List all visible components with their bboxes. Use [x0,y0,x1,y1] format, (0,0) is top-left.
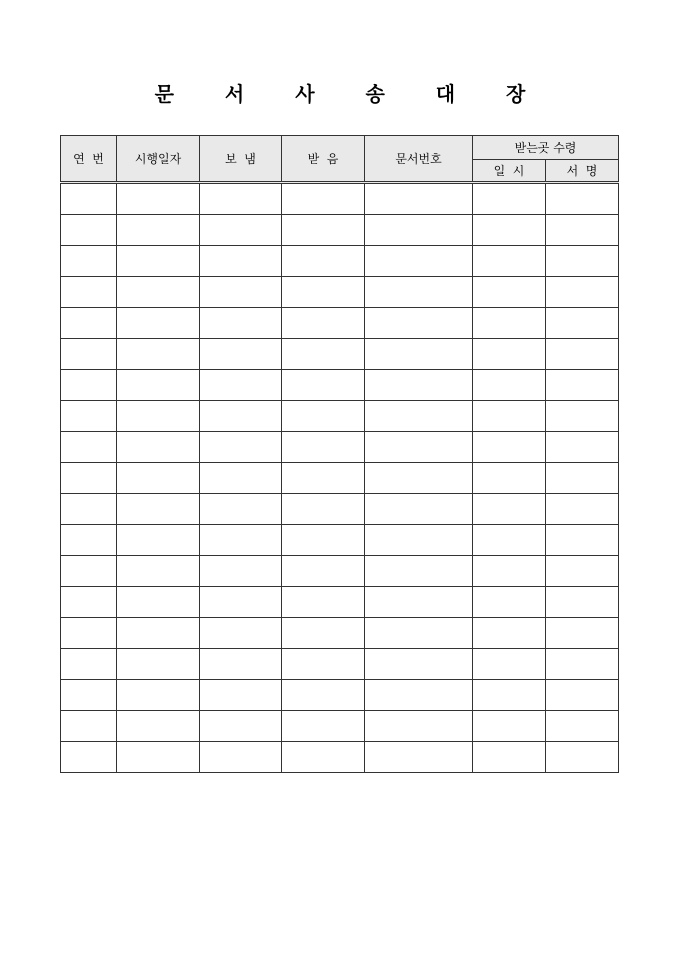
cell-receiver [282,742,365,773]
cell-date [117,432,200,463]
table-body [61,183,619,773]
table-row [61,432,619,463]
document-dispatch-table [60,135,619,773]
cell-sender [200,432,282,463]
header-receiver: 받 음 [282,136,365,183]
cell-receipt-sign [546,680,619,711]
cell-date [117,742,200,773]
table-row [61,494,619,525]
cell-date [117,215,200,246]
cell-date [117,246,200,277]
cell-receipt-sign [546,339,619,370]
table-row [61,339,619,370]
table-row [61,618,619,649]
table-header [61,136,619,183]
cell-receiver [282,370,365,401]
cell-seq [61,742,117,773]
cell-receiver [282,556,365,587]
header-date: 시행일자 [117,136,200,183]
cell-receipt-time [473,246,546,277]
cell-receipt-time [473,183,546,215]
cell-sender [200,401,282,432]
cell-receiver [282,463,365,494]
cell-seq [61,401,117,432]
cell-seq [61,494,117,525]
cell-date [117,618,200,649]
cell-doc-number [365,494,473,525]
table-row [61,246,619,277]
cell-receipt-sign [546,494,619,525]
cell-receipt-sign [546,463,619,494]
cell-receipt-sign [546,401,619,432]
cell-sender [200,370,282,401]
cell-receipt-sign [546,246,619,277]
cell-receipt-time [473,432,546,463]
cell-receiver [282,246,365,277]
cell-doc-number [365,587,473,618]
cell-doc-number [365,370,473,401]
cell-date [117,649,200,680]
cell-date [117,587,200,618]
table-row [61,649,619,680]
cell-receiver [282,649,365,680]
cell-seq [61,680,117,711]
cell-receipt-sign [546,370,619,401]
cell-receipt-time [473,277,546,308]
cell-receipt-time [473,401,546,432]
table-row [61,525,619,556]
cell-doc-number [365,649,473,680]
cell-receipt-sign [546,711,619,742]
table-row [61,308,619,339]
cell-sender [200,587,282,618]
cell-seq [61,432,117,463]
cell-receipt-time [473,587,546,618]
cell-receipt-sign [546,587,619,618]
header-sender: 보 냄 [200,136,282,183]
cell-doc-number [365,742,473,773]
cell-seq [61,370,117,401]
table-row [61,401,619,432]
table-row [61,370,619,401]
cell-date [117,680,200,711]
header-receipt-group: 받는곳 수령 [473,136,619,160]
cell-sender [200,246,282,277]
cell-seq [61,308,117,339]
cell-receipt-sign [546,308,619,339]
header-receipt-sign: 서 명 [546,160,619,183]
cell-seq [61,215,117,246]
cell-date [117,277,200,308]
cell-receipt-sign [546,649,619,680]
cell-sender [200,339,282,370]
cell-receipt-time [473,463,546,494]
cell-doc-number [365,401,473,432]
cell-seq [61,711,117,742]
cell-sender [200,680,282,711]
cell-doc-number [365,339,473,370]
cell-receipt-sign [546,215,619,246]
page-title: 문 서 사 송 대 장 [154,82,548,106]
cell-doc-number [365,215,473,246]
cell-seq [61,525,117,556]
cell-receiver [282,618,365,649]
cell-receipt-time [473,556,546,587]
cell-date [117,556,200,587]
cell-doc-number [365,277,473,308]
cell-doc-number [365,308,473,339]
cell-doc-number [365,680,473,711]
cell-seq [61,649,117,680]
cell-receiver [282,680,365,711]
cell-sender [200,742,282,773]
cell-seq [61,463,117,494]
cell-receipt-sign [546,525,619,556]
cell-date [117,711,200,742]
cell-sender [200,308,282,339]
table-row [61,556,619,587]
cell-receipt-time [473,618,546,649]
cell-receipt-time [473,680,546,711]
cell-receiver [282,215,365,246]
cell-receipt-time [473,649,546,680]
cell-date [117,370,200,401]
cell-receipt-time [473,711,546,742]
cell-seq [61,183,117,215]
cell-receipt-sign [546,277,619,308]
cell-sender [200,618,282,649]
cell-receiver [282,494,365,525]
cell-date [117,183,200,215]
cell-receipt-time [473,370,546,401]
cell-sender [200,525,282,556]
cell-seq [61,556,117,587]
cell-sender [200,463,282,494]
table-row [61,742,619,773]
cell-doc-number [365,711,473,742]
cell-date [117,339,200,370]
cell-doc-number [365,525,473,556]
cell-sender [200,649,282,680]
cell-seq [61,587,117,618]
cell-receiver [282,308,365,339]
cell-date [117,463,200,494]
header-doc-number: 문서번호 [365,136,473,183]
table-row [61,463,619,494]
cell-sender [200,183,282,215]
cell-sender [200,277,282,308]
header-receipt-time: 일 시 [473,160,546,183]
cell-receiver [282,401,365,432]
cell-receiver [282,339,365,370]
cell-receipt-time [473,308,546,339]
cell-doc-number [365,183,473,215]
cell-date [117,494,200,525]
cell-receipt-sign [546,742,619,773]
cell-doc-number [365,556,473,587]
cell-receipt-time [473,339,546,370]
cell-seq [61,246,117,277]
header-seq: 연 번 [61,136,117,183]
cell-doc-number [365,246,473,277]
cell-receiver [282,277,365,308]
cell-receipt-time [473,742,546,773]
cell-sender [200,494,282,525]
table-row [61,277,619,308]
cell-receiver [282,711,365,742]
cell-doc-number [365,618,473,649]
table-row [61,680,619,711]
cell-doc-number [365,463,473,494]
table-row [61,183,619,215]
cell-date [117,525,200,556]
table-row [61,711,619,742]
cell-receipt-sign [546,556,619,587]
cell-receipt-time [473,494,546,525]
cell-receiver [282,432,365,463]
cell-date [117,401,200,432]
cell-doc-number [365,432,473,463]
cell-seq [61,618,117,649]
cell-sender [200,556,282,587]
cell-receiver [282,525,365,556]
cell-sender [200,711,282,742]
table-row [61,587,619,618]
cell-receipt-sign [546,183,619,215]
cell-receiver [282,587,365,618]
table-row [61,215,619,246]
cell-date [117,308,200,339]
cell-receipt-time [473,215,546,246]
cell-seq [61,277,117,308]
cell-receipt-time [473,525,546,556]
cell-receiver [282,183,365,215]
cell-sender [200,215,282,246]
cell-seq [61,339,117,370]
cell-receipt-sign [546,432,619,463]
cell-receipt-sign [546,618,619,649]
